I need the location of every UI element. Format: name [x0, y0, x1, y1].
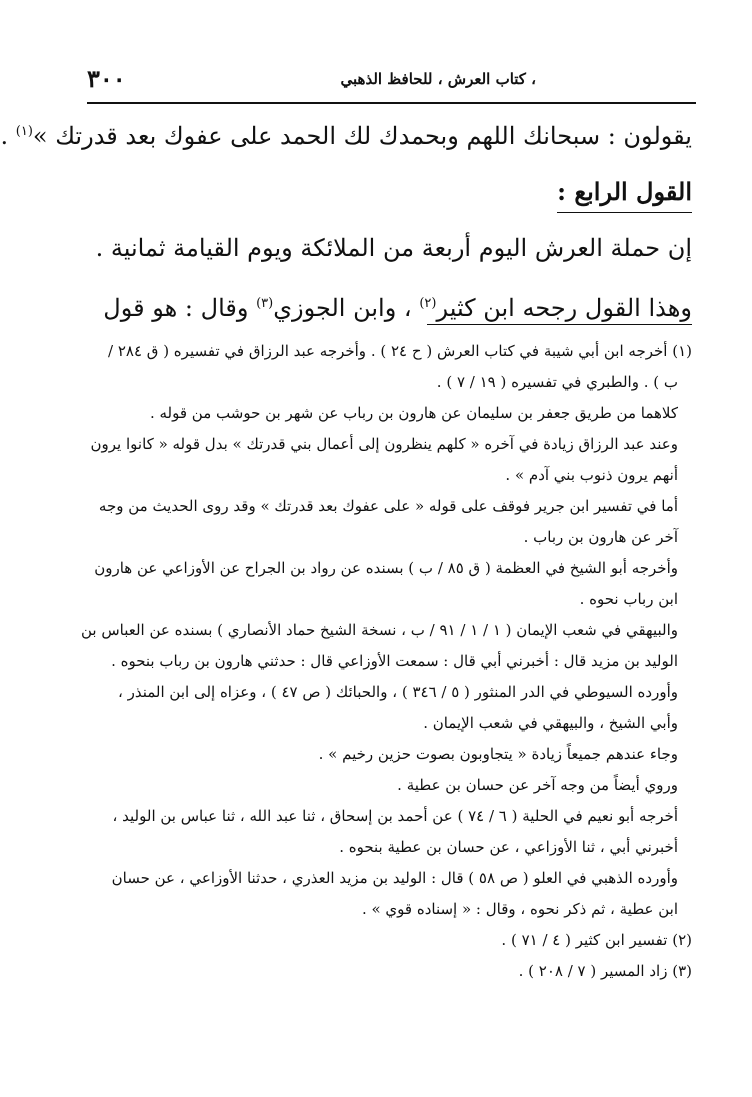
footnote-line: ابن رباب نحوه .: [579, 590, 678, 608]
body-line: [59, 276, 692, 336]
footnote-line: ابن عطية ، ثم ذكر نحوه ، وقال : « إسناده قوي » .: [361, 900, 678, 918]
body-text: ، وابن الجوزي: [273, 294, 420, 322]
body-text: وهذا القول رجحه ابن كثير: [436, 294, 692, 322]
body-text: يقولون : سبحانك اللهم وبحمدك لك الحمد على عفوك بعد قدرتك »: [32, 122, 692, 150]
book-title: ، كتاب العرش ، للحافظ الذهبي: [340, 70, 536, 88]
body-line: إن حملة العرش اليوم أربعة من الملائكة ويوم القيامة ثمانية .: [95, 234, 692, 262]
footnote-line: (٢) تفسير ابن كثير ( ٤ / ٧١ ) .: [501, 931, 692, 949]
running-header: [87, 60, 696, 104]
footnote-line: أنهم يرون ذنوب بني آدم » .: [505, 466, 678, 484]
footnote-line: أخبرني أبي ، ثنا الأوزاعي ، عن حسان بن عطية بنحوه .: [339, 838, 678, 856]
section-heading-line: [59, 164, 692, 220]
footnote-line: والبيهقي في شعب الإيمان ( ١ / ١ / ٩١ / ب ، نسخة الشيخ حماد الأنصاري ) بسنده عن العباس بن: [80, 621, 678, 639]
footnote-line: وأورده الذهبي في العلو ( ص ٥٨ ) قال : الوليد بن مزيد العذري ، حدثنا الأوزاعي ، عن حسان: [111, 869, 678, 887]
footnote-line: كلاهما من طريق جعفر بن سليمان عن هارون بن رباب عن شهر بن حوشب من قوله .: [149, 404, 678, 422]
footnote-ref: (٢): [419, 296, 437, 311]
body-text: .: [0, 122, 16, 150]
footnote-line: وأورده السيوطي في الدر المنثور ( ٥ / ٣٤٦ ) ، والحبائك ( ص ٤٧ ) ، وعزاه إلى ابن المنذر ،: [117, 683, 678, 701]
footnote-separator: [427, 324, 692, 325]
footnote-line: وروي أيضاً من وجه آخر عن حسان بن عطية .: [397, 776, 678, 794]
footnote-ref: (٣): [256, 296, 274, 311]
footnote-line: وعند عبد الرزاق زيادة في آخره « كلهم ينظرون إلى أعمال بني قدرتك » بدل قوله « كانوا يرون: [90, 435, 678, 453]
footnote-line: وأخرجه أبو الشيخ في العظمة ( ق ٨٥ / ب ) بسنده عن رواد بن الجراح عن الأوزاعي عن هارون: [94, 559, 678, 577]
footnote-line: وأبي الشيخ ، والبيهقي في شعب الإيمان .: [423, 714, 678, 732]
page-number: ٣٠٠: [87, 64, 126, 93]
footnote-line: وجاء عندهم جميعاً زيادة « يتجاوبون بصوت حزين رخيم » .: [318, 745, 678, 763]
main-text: [0, 104, 692, 336]
footnote-line: أخرجه أبو نعيم في الحلية ( ٦ / ٧٤ ) عن أحمد بن إسحاق ، ثنا عبد الله ، ثنا عباس بن الوليد ،: [112, 807, 678, 825]
footnote-line: (١) أخرجه ابن أبي شيبة في كتاب العرش ( ح ٢٤ ) . وأخرجه عبد الرزاق في تفسيره ( ق ٢٨٤ /: [108, 342, 692, 360]
body-text: وقال : هو قول: [103, 294, 257, 322]
footnote-line: الوليد بن مزيد قال : أخبرني أبي قال : سمعت الأوزاعي قال : حدثني هارون بن رباب بنحوه .: [111, 652, 678, 670]
footnote-line: أما في تفسير ابن جرير فوقف على قوله « على عفوك بعد قدرتك » وقد روى الحديث من وجه: [98, 497, 678, 515]
section-heading: القول الرابع :: [557, 172, 692, 213]
footnotes: [63, 336, 692, 987]
footnote-line: ب ) . والطبري في تفسيره ( ١٩ / ٧ ) .: [436, 373, 678, 391]
body-line: [0, 104, 692, 164]
footnote-line: (٣) زاد المسير ( ٧ / ٢٠٨ ) .: [518, 962, 692, 980]
footnote-ref: (١): [15, 124, 33, 139]
footnote-line: آخر عن هارون بن رباب .: [523, 528, 678, 546]
